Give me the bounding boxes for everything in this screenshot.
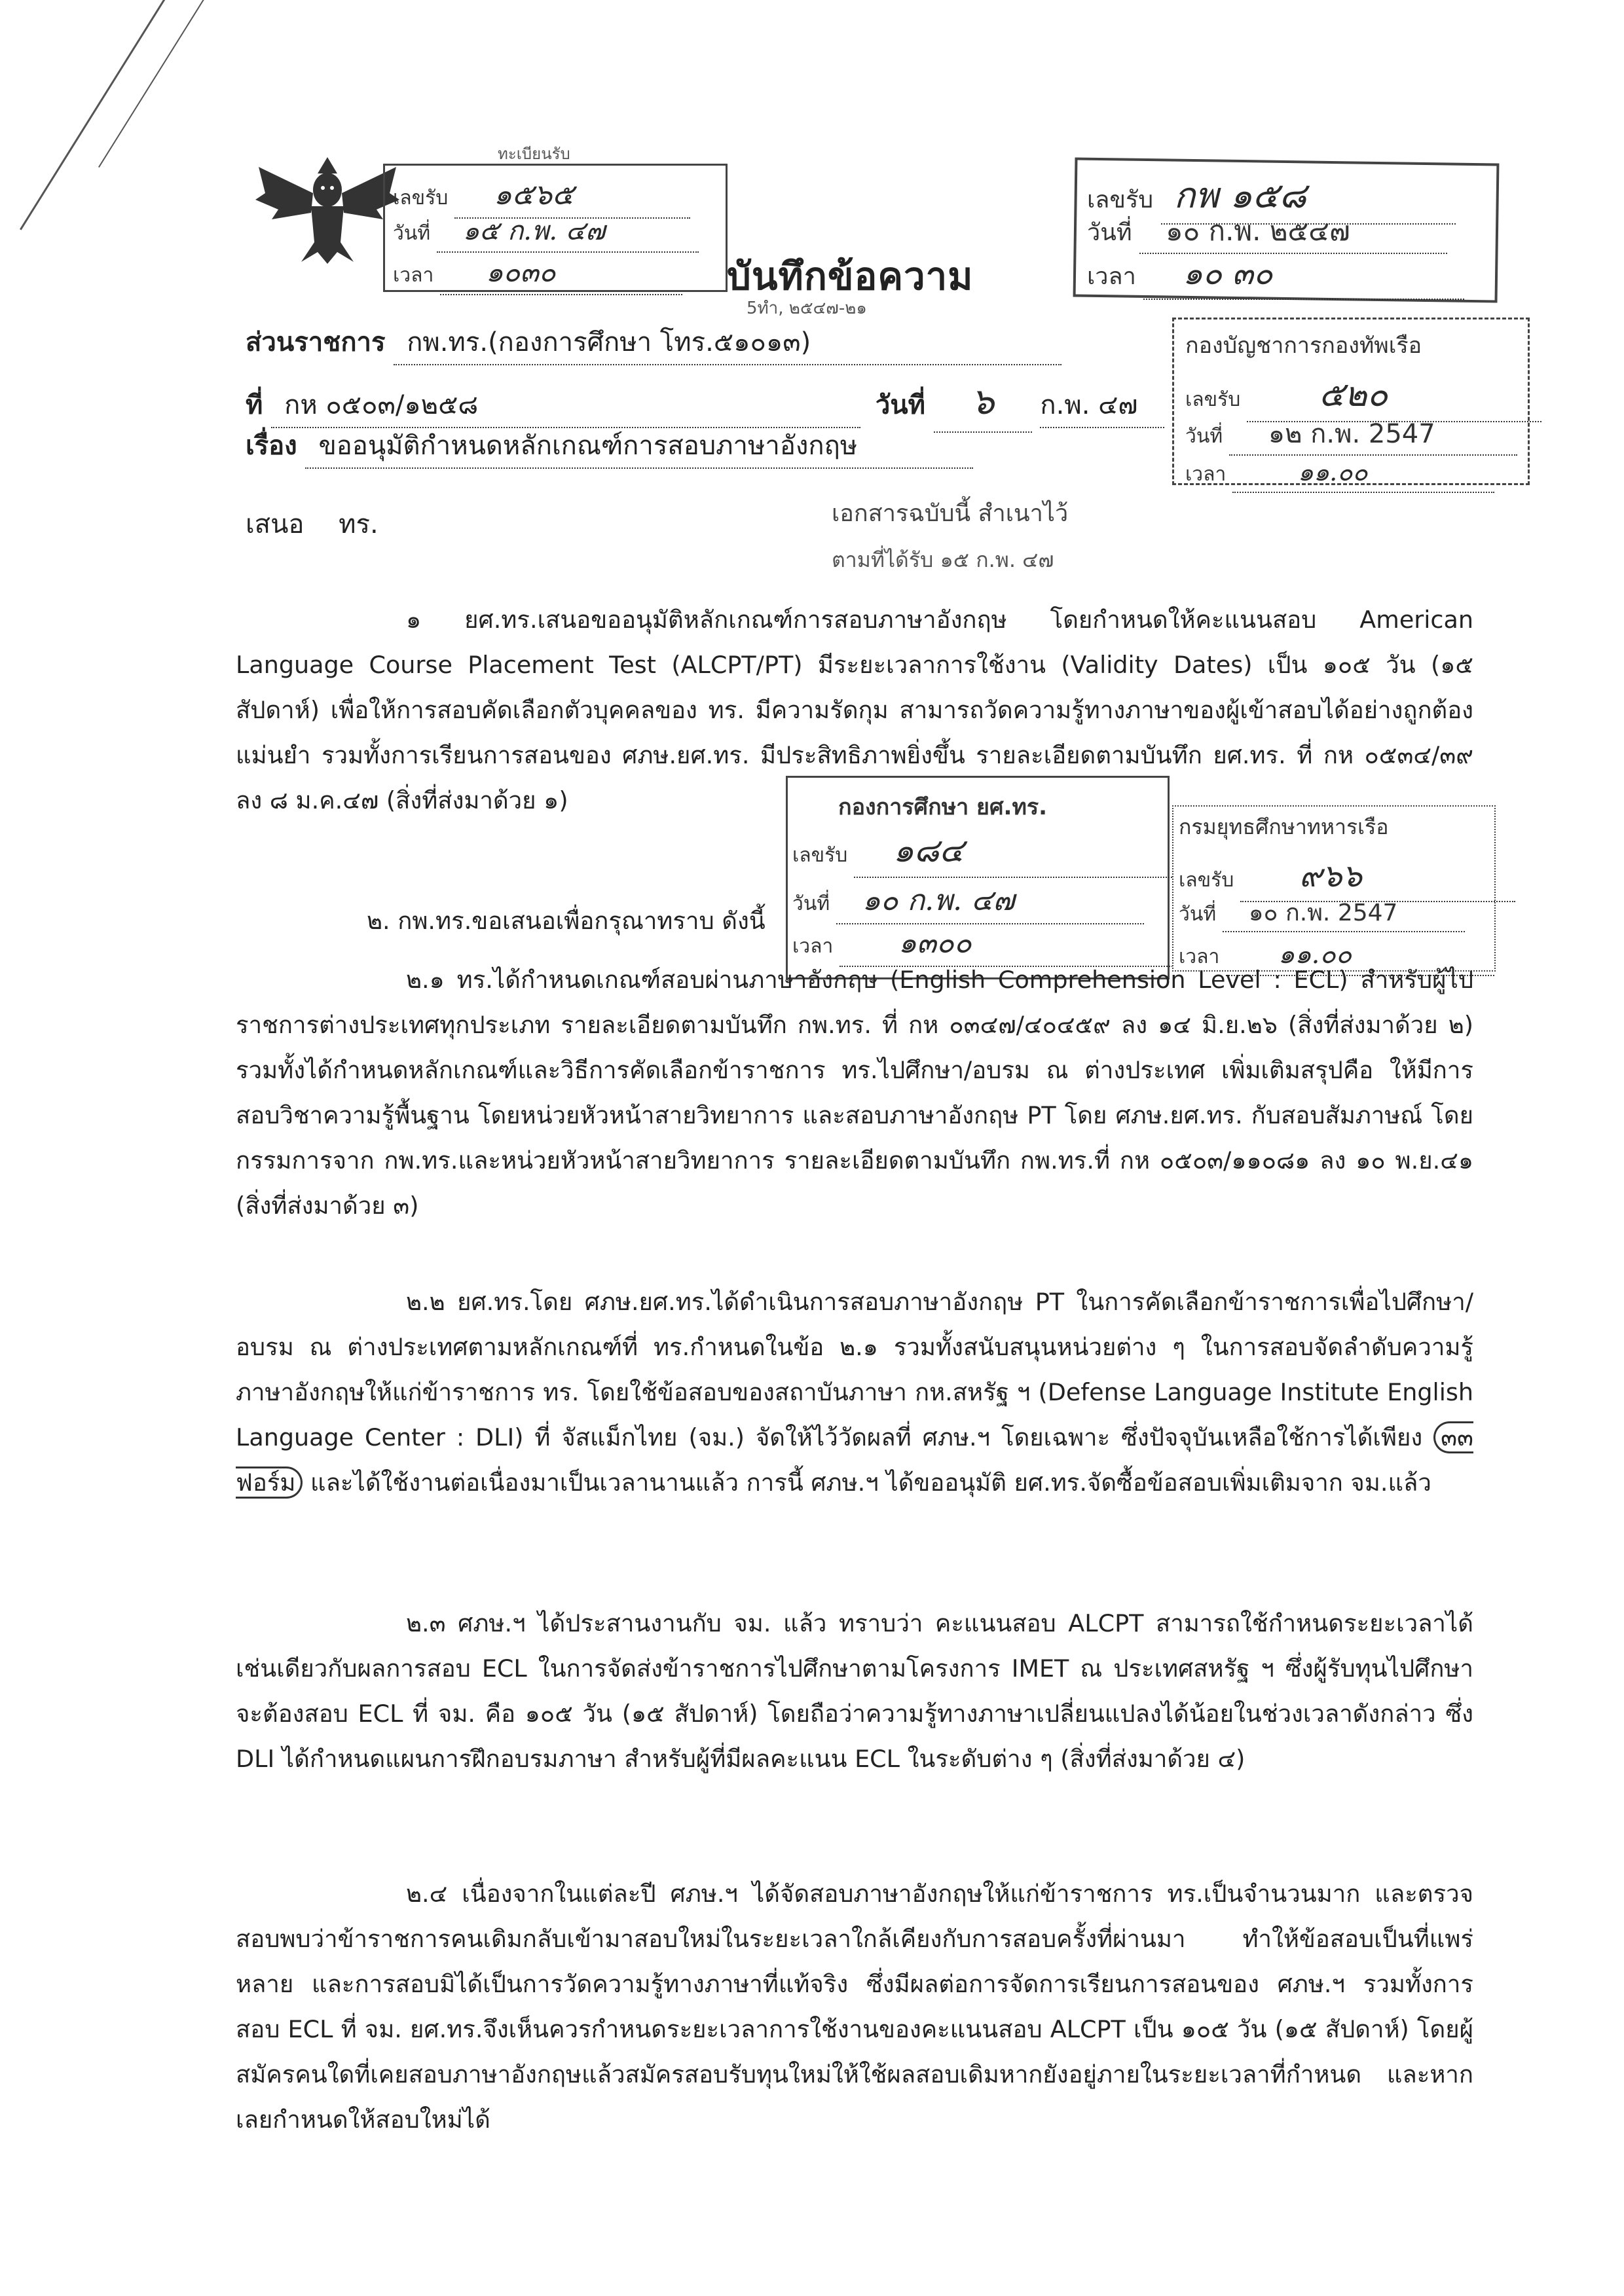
stamp-label: เวลา	[792, 935, 834, 958]
stamp-label: วันที่	[393, 222, 431, 245]
stamp-title: กองบัญชาการกองทัพเรือ	[1185, 333, 1422, 359]
to-value: ทร.	[339, 509, 378, 539]
subject-value: ขออนุมัติกำหนดหลักเกณฑ์การสอบภาษาอังกฤษ	[305, 424, 973, 469]
stamp-row	[792, 825, 1175, 878]
scan-artifact-line	[98, 0, 252, 168]
stamp-value: ๑๓๐๐	[840, 920, 1180, 967]
copy-stamp-line-1: เอกสารฉบับนี้ สำเนาไว้	[832, 500, 1069, 527]
paragraph-2-4: ๒.๔ เนื่องจากในแต่ละปี ศภษ.ฯ ได้จัดสอบภาษาอังกฤษให้แก่ข้าราชการ ทร.เป็นจำนวนมาก และตรวจสอบพบว่าข้าราชการคนเดิมกลับเข้ามาสอบใหม่ในระยะเวลาใกล้เคียงกับการสอบครั้งที่ผ่านมา ทำให้ข้อสอบเป็นที่แพร่หลาย และการสอบมิได้เป็นการวัดความรู้ทางภาษาที่แท้จริง ซึ่งมีผลต่อการจัดการเรียนการสอนของ ศภษ.ฯ รวมทั้งการสอบ ECL ที่ จม. ยศ.ทร.จึงเห็นควรกำหนดระยะเวลาการใช้งานของคะแนนสอบ ALCPT เป็น ๑๐๕ วัน (๑๕ สัปดาห์) โดยผู้สมัครคนใดที่เคยสอบภาษาอังกฤษแล้วสมัครสอบรับทุนใหม่ให้ใช้ผลสอบเดิมหากยังอยู่ภายในระยะเวลาที่กำหนด และหากเลยกำหนดให้สอบใหม่ได้	[236, 1880, 1473, 2134]
paragraph-1: ๑ ยศ.ทร.เสนอขออนุมัติหลักเกณฑ์การสอบภาษาอังกฤษ โดยกำหนดให้คะแนนสอบ American Language Course Placement Test (ALCPT/PT) มีระยะเวลาการใช้งาน (Validity Dates) เป็น ๑๐๕ วัน (๑๕ สัปดาห์) เพื่อให้การสอบคัดเลือกตัวบุคคลของ ทร. มีความรัดกุม สามารถวัดความรู้ทางภาษาของผู้เข้าสอบได้อย่างถูกต้องแม่นยำ รวมทั้งการเรียนการสอนของ ศภษ.ยศ.ทร. มีประสิทธิภาพยิ่งขึ้น รายละเอียดตามบันทึก ยศ.ทร. ที่ กห ๐๕๓๔/๓๙ ลง ๘ ม.ค.๔๗ (สิ่งที่ส่งมาด้วย ๑)	[236, 606, 1473, 814]
circled-form-count: ๓๓ ฟอร์ม	[236, 1421, 1473, 1499]
scan-artifact-line	[20, 0, 215, 230]
stamp-label: เลขรับ	[393, 187, 449, 210]
to-line	[246, 503, 378, 545]
paragraph-2-2	[236, 1279, 1473, 1505]
paragraph-2-2-text-end: และได้ใช้งานต่อเนื่องมาเป็นเวลานานแล้ว การนี้ ศภษ.ฯ ได้ขออนุมัติ ยศ.ทร.จัดซื้อข้อสอบเพิ่มเติมจาก จม.แล้ว	[303, 1468, 1431, 1497]
stamp-value: กพ ๑๕๘	[1161, 167, 1456, 225]
paragraph-2-3: ๒.๓ ศภษ.ฯ ได้ประสานงานกับ จม. แล้ว ทราบว่า คะแนนสอบ ALCPT สามารถใช้กำหนดระยะเวลาได้เช่นเดียวกับผลการสอบ ECL ในการจัดส่งข้าราชการไปศึกษาตามโครงการ IMET ณ ประเทศสหรัฐ ฯ ซึ่งผู้รับทุนไปศึกษาจะต้องสอบ ECL ที่ จม. คือ ๑๐๕ วัน (๑๕ สัปดาห์) โดยถือว่าความรู้ทางภาษาเปลี่ยนแปลงได้น้อยในช่วงเวลาดังกล่าว ซึ่ง DLI ได้กำหนดแผนการฝึกอบรมภาษา สำหรับผู้ที่มีผลคะแนน ECL ในระดับต่าง ๆ (สิ่งที่ส่งมาด้วย ๔)	[236, 1609, 1473, 1773]
stamp-title: กรมยุทธศึกษาทหารเรือ	[1179, 814, 1389, 839]
date-label: วันที่	[875, 390, 925, 420]
stamp-label: เลขรับ	[792, 844, 848, 867]
to-label: เสนอ	[246, 509, 304, 539]
stamp-row	[1185, 452, 1494, 493]
stamp-row	[1179, 894, 1465, 932]
stamp-label: เวลา	[1087, 263, 1136, 290]
date-day: ๖	[934, 372, 1032, 433]
stamp-row	[1087, 210, 1447, 254]
stamp-value: ๑๕ ก.พ. ๔๗	[437, 210, 699, 253]
subject-line	[246, 424, 973, 469]
stamp-label: เวลา	[393, 264, 434, 287]
stamp-value: ๕๒๐	[1247, 367, 1541, 422]
stamp-row	[792, 877, 1144, 924]
reference-label: ที่	[246, 390, 263, 420]
agency-label: ส่วนราชการ	[246, 327, 386, 357]
stamp-value: ๑๑.๐๐	[1226, 933, 1494, 976]
stamp-label: วันที่	[1087, 219, 1132, 246]
memo-title: บันทึกข้อความ	[727, 254, 974, 299]
stamp-value: ๑๕๖๕	[454, 172, 690, 219]
stamp-value: ๑๒ ก.พ. 2547	[1229, 412, 1517, 456]
stamp-row	[393, 210, 699, 253]
agency-line	[246, 321, 1061, 365]
stamp-label: วันที่	[1179, 903, 1217, 926]
paragraph-2-heading: ๒. กพ.ทร.ขอเสนอเพื่อกรุณาทราบ ดังนี้	[367, 907, 766, 935]
paragraph-2-1: ๒.๑ ทร.ได้กำหนดเกณฑ์สอบผ่านภาษาอังกฤษ (English Comprehension Level : ECL) สำหรับผู้ไปราชการต่างประเทศทุกประเภท รายละเอียดตามบันทึก กพ.ทร. ที่ กห ๐๓๔๗/๔๐๔๕๙ ลง ๑๔ มิ.ย.๒๖ (สิ่งที่ส่งมาด้วย ๒) รวมทั้งได้กำหนดหลักเกณฑ์และวิธีการคัดเลือกข้าราชการ ทร.ไปศึกษา/อบรม ณ ต่างประเทศ เพิ่มเติมสรุปคือ ให้มีการสอบวิชาความรู้พื้นฐาน โดยหน่วยหัวหน้าสายวิทยาการ และสอบภาษาอังกฤษ PT โดย ศภษ.ยศ.ทร. กับสอบสัมภาษณ์ โดยกรรมการจาก กพ.ทร.และหน่วยหัวหน้าสายวิทยาการ รายละเอียดตามบันทึก กพ.ทร.ที่ กห ๐๕๐๓/๑๑๐๘๑ ลง ๑๐ พ.ย.๔๑ (สิ่งที่ส่งมาด้วย ๓)	[236, 966, 1473, 1220]
stamp-title: กองการศึกษา ยศ.ทร.	[838, 794, 1048, 820]
paragraph-2-2-text: ๒.๒ ยศ.ทร.โดย ศภษ.ยศ.ทร.ได้ดำเนินการสอบภาษาอังกฤษ PT ในการคัดเลือกข้าราชการเพื่อไปศึกษา/อบรม ณ ต่างประเทศตามหลักเกณฑ์ที่ ทร.กำหนดในข้อ ๒.๑ รวมทั้งสนับสนุนหน่วยต่าง ๆ ในการสอบจัดลำดับความรู้ภาษาอังกฤษให้แก่ข้าราชการ ทร. โดยใช้ข้อสอบของสถาบันภาษา กห.สหรัฐ ฯ (Defense Language Institute English Language Center : DLI) ที่ จัสแม็กไทย (จม.) จัดให้ไว้วัดผลที่ ศภษ.ฯ โดยเฉพาะ ซึ่งปัจจุบันเหลือใช้การได้เพียง	[236, 1288, 1473, 1451]
stamp-label: เวลา	[1185, 463, 1227, 486]
agency-value: กพ.ทร.(กองการศึกษา โทร.๕๑๐๑๓)	[394, 321, 1061, 365]
stamp-value: ๙๖๖	[1240, 851, 1515, 902]
stamp-label: เลขรับ	[1087, 187, 1154, 213]
stamp-row	[1087, 249, 1464, 300]
reference-value: กห ๐๕๐๓/๑๒๕๘	[271, 384, 860, 428]
stamp-row	[393, 251, 682, 295]
subject-label: เรื่อง	[246, 431, 297, 461]
stamp-label: วันที่	[792, 892, 830, 915]
stamp-label: วันที่	[1185, 425, 1223, 448]
stamp-value: ๑๐ ก.พ. ๒๕๔๗	[1139, 210, 1447, 254]
date-month: ก.พ. ๔๗	[1040, 384, 1164, 428]
form-code: 5ทำ, ๒๕๔๗-๒๑	[747, 299, 867, 318]
stamp-value: ๑๐๓๐	[440, 251, 682, 295]
stamp-value: ๑๐ ก.พ. 2547	[1223, 894, 1465, 932]
stamp-label: เลขรับ	[1179, 869, 1234, 892]
stamp-value: ๑๐ ก.พ. ๔๗	[836, 877, 1144, 924]
copy-stamp-line-2: ตามที่ได้รับ ๑๕ ก.พ. ๔๗	[832, 547, 1054, 572]
stamp-value: ๑๘๔	[854, 825, 1175, 878]
garuda-emblem-icon	[252, 154, 403, 265]
stamp-row	[1185, 412, 1517, 456]
stamp-label: เวลา	[1179, 945, 1220, 968]
stamp-label: เลขรับ	[1185, 388, 1241, 411]
stamp-value: ๑๑.๐๐	[1232, 452, 1494, 493]
stamp-header: ทะเบียนรับ	[498, 145, 570, 163]
stamp-value: ๑๐ ๓๐	[1143, 249, 1464, 300]
